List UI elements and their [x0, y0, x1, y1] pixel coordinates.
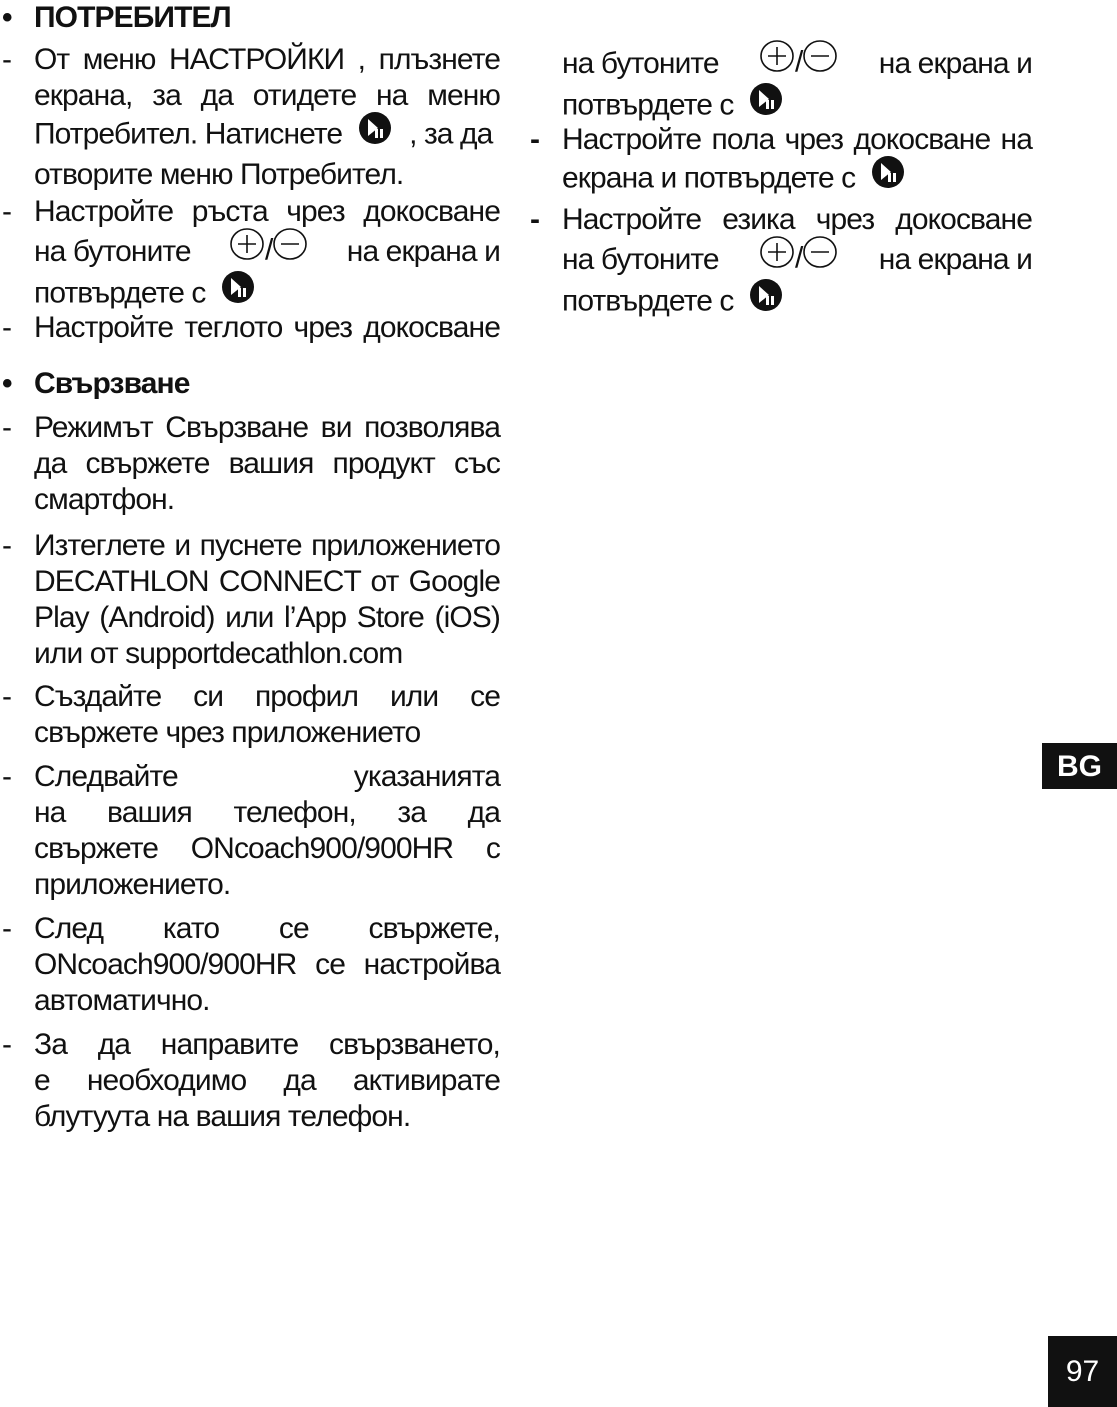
dash-marker: -	[2, 311, 12, 344]
play-pause-button-icon	[749, 278, 783, 321]
item-line: отворите меню Потребител.	[34, 158, 404, 191]
circled-minus-icon	[802, 39, 838, 82]
circled-plus-icon	[759, 39, 795, 82]
item-text: потвърдете с	[562, 284, 734, 318]
item-text: на екрана и	[346, 234, 500, 268]
item-line: DECATHLON CONNECT от Google	[34, 565, 500, 598]
item-line: смартфон.	[34, 483, 175, 516]
play-pause-button-icon	[871, 155, 905, 198]
item-text: на бутоните	[34, 234, 191, 268]
item-line: блутуута на вашия телефон.	[34, 1100, 411, 1133]
item-line: Режимът Свързване ви позволява	[34, 411, 500, 444]
list-item-bluetooth	[0, 1027, 500, 1135]
circled-plus-icon	[759, 235, 795, 278]
list-item-weight	[0, 310, 500, 346]
dash-marker: -	[2, 912, 12, 945]
page-number: 97	[1048, 1336, 1117, 1407]
dash-marker: -	[2, 195, 12, 228]
dash-marker: -	[2, 43, 12, 76]
dash-marker: -	[2, 760, 12, 793]
item-line: на вашия телефон, за да	[34, 796, 500, 829]
slash: /	[795, 45, 803, 79]
item-text: на екрана и	[878, 242, 1032, 276]
plus-minus-group	[759, 42, 838, 85]
heading-text: Свързване	[34, 367, 190, 400]
item-line: или от supportdecathlon.com	[34, 637, 403, 670]
item-text: , за да	[409, 117, 493, 151]
bullet: •	[2, 367, 12, 400]
item-line: Следвайте указанията	[34, 760, 500, 793]
item-text: потвърдете с	[34, 276, 206, 310]
dash-marker: -	[2, 1028, 12, 1061]
item-line: Настройте теглото чрез докосване	[34, 311, 500, 344]
item-line: След като се свържете,	[34, 912, 500, 945]
item-line: свържете чрез приложението	[34, 716, 421, 749]
circled-minus-icon	[802, 235, 838, 278]
plus-minus-group	[229, 230, 308, 273]
dash-marker: -	[2, 411, 12, 444]
bullet: •	[2, 1, 12, 34]
item-text: потвърдете с	[562, 88, 734, 122]
item-line: ONcoach900/900HR се настройва	[34, 948, 500, 981]
continuation-weight	[528, 42, 1032, 128]
item-line-with-icons	[562, 42, 1032, 85]
slash: /	[265, 233, 273, 267]
heading-text: ПОТРЕБИТЕЛ	[34, 1, 231, 34]
item-line-with-icon	[562, 281, 1032, 324]
item-line: Настройте езика чрез докосване	[562, 203, 1032, 236]
play-pause-button-icon	[358, 111, 392, 154]
section-heading-connect	[0, 366, 500, 402]
play-pause-button-icon	[221, 270, 255, 313]
list-item-menu-navigation	[0, 42, 500, 193]
dash-marker: -	[2, 680, 12, 713]
item-text: Потребител. Натиснете	[34, 117, 343, 151]
circled-minus-icon	[272, 227, 308, 270]
section-heading-user	[0, 0, 500, 36]
item-line: свържете ONcoach900/900HR с	[34, 832, 500, 865]
item-line: Настройте ръста чрез докосване	[34, 195, 500, 228]
item-text: на бутоните	[562, 46, 719, 80]
play-pause-button-icon	[749, 82, 783, 125]
item-line: Настройте пола чрез докосване на	[562, 123, 1032, 156]
dash-marker: -	[530, 123, 540, 156]
circled-plus-icon	[229, 227, 265, 270]
list-item-language	[528, 202, 1032, 324]
item-line: автоматично.	[34, 984, 210, 1017]
item-line-with-icon	[562, 158, 1032, 201]
item-line: Play (Android) или l’App Store (iOS)	[34, 601, 500, 634]
plus-minus-group	[759, 238, 838, 281]
dash-marker: -	[2, 529, 12, 562]
list-item-gender	[528, 122, 1032, 201]
language-tab: BG	[1042, 743, 1117, 789]
list-item-follow-instructions	[0, 759, 500, 903]
dash-marker: -	[530, 203, 540, 236]
list-item-height	[0, 194, 500, 316]
item-line-with-icon	[34, 114, 500, 157]
list-item-connect-mode	[0, 410, 500, 518]
item-line: да свържете вашия продукт със	[34, 447, 500, 480]
item-line-with-icons	[34, 230, 500, 273]
item-line: е необходимо да активирате	[34, 1064, 500, 1097]
slash: /	[795, 241, 803, 275]
list-item-auto-setup	[0, 911, 500, 1019]
item-text: на бутоните	[562, 242, 719, 276]
item-line: За да направите свързването,	[34, 1028, 500, 1061]
item-text: екрана и потвърдете с	[562, 161, 856, 195]
list-item-download-app	[0, 528, 500, 672]
item-line: От меню НАСТРОЙКИ , плъзнете	[34, 43, 500, 76]
list-item-profile	[0, 679, 500, 751]
item-line-with-icons	[562, 238, 1032, 281]
item-line: Създайте си профил или се	[34, 680, 500, 713]
item-line: Изтеглете и пуснете приложението	[34, 529, 500, 562]
item-line: приложението.	[34, 868, 231, 901]
item-text: на екрана и	[878, 46, 1032, 80]
item-line: екрана, за да отидете на меню	[34, 79, 500, 112]
